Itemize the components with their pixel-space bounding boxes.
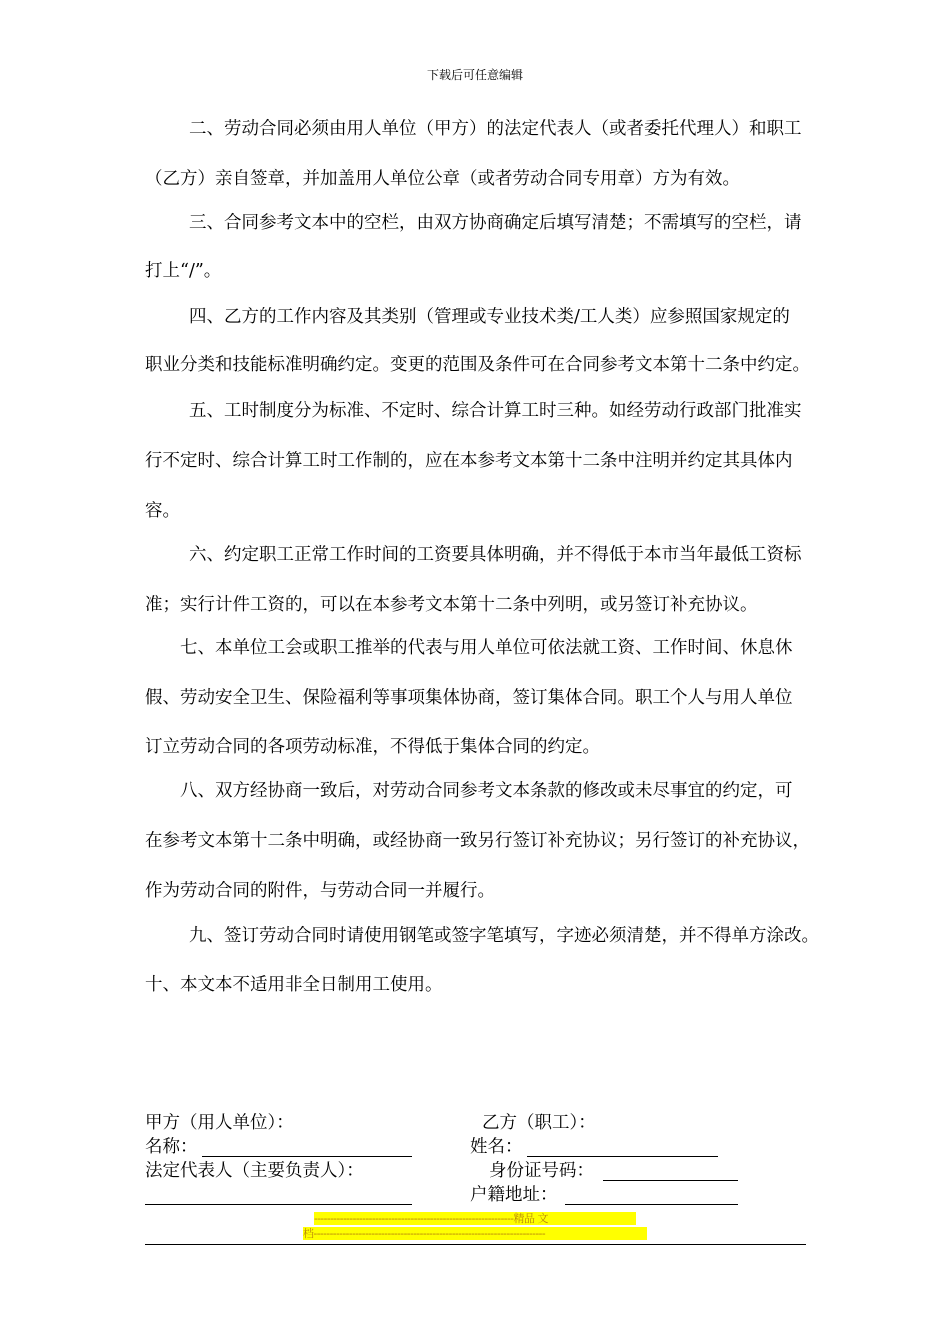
legal-rep-field-line[interactable] xyxy=(145,1204,412,1205)
paragraph-line: 八、双方经协商一致后，对劳动合同参考文本条款的修改或未尽事宜的约定，可 xyxy=(180,781,793,801)
party-a-label: 甲方（用人单位）： xyxy=(145,1113,294,1133)
id-number-label: 身份证号码： xyxy=(489,1161,594,1181)
paragraph-line: 五、工时制度分为标准、不定时、综合计算工时三种。如经劳动行政部门批准实 xyxy=(189,401,802,421)
address-field-line[interactable] xyxy=(565,1204,738,1205)
paragraph-line: 订立劳动合同的各项劳动标准，不得低于集体合同的约定。 xyxy=(145,737,600,757)
party-b-label: 乙方（职工）： xyxy=(482,1113,596,1133)
person-name-field-line[interactable] xyxy=(527,1156,718,1157)
paragraph-line: 假、劳动安全卫生、保险福利等事项集体协商，签订集体合同。职工个人与用人单位 xyxy=(145,688,793,708)
page-header: 下载后可任意编辑 xyxy=(426,68,523,82)
paragraph-line: 七、本单位工会或职工推举的代表与用人单位可依法就工资、工作时间、休息休 xyxy=(180,638,793,658)
watermark-line-1: --------------------------------------------------------------精品 文 xyxy=(314,1212,636,1225)
address-label: 户籍地址： xyxy=(470,1185,558,1205)
paragraph-line: 九、签订劳动合同时请使用钢笔或签字笔填写，字迹必须清楚，并不得单方涂改。 xyxy=(189,926,819,946)
paragraph-line: 在参考文本第十二条中明确，或经协商一致另行签订补充协议；另行签订的补充协议， xyxy=(145,831,810,851)
footer-divider xyxy=(145,1244,806,1245)
paragraph-line: 四、乙方的工作内容及其类别（管理或专业技术类/工人类）应参照国家规定的 xyxy=(189,307,790,327)
watermark-line-2: 档------------------------------------------------------------------------ xyxy=(303,1227,647,1240)
paragraph-line: （乙方）亲自签章，并加盖用人单位公章（或者劳动合同专用章）方为有效。 xyxy=(145,169,740,189)
legal-rep-label: 法定代表人（主要负责人）： xyxy=(145,1161,364,1181)
name-label: 名称： xyxy=(145,1137,198,1157)
paragraph-line: 准；实行计件工资的，可以在本参考文本第十二条中列明，或另签订补充协议。 xyxy=(145,595,758,615)
person-name-label: 姓名： xyxy=(470,1137,523,1157)
paragraph-line: 十、本文本不适用非全日制用工使用。 xyxy=(145,975,443,995)
paragraph-line: 行不定时、综合计算工时工作制的，应在本参考文本第十二条中注明并约定其具体内 xyxy=(145,451,793,471)
id-number-field-line[interactable] xyxy=(603,1180,738,1181)
paragraph-line: 二、劳动合同必须由用人单位（甲方）的法定代表人（或者委托代理人）和职工 xyxy=(189,119,802,139)
paragraph-line: 容。 xyxy=(145,501,180,521)
paragraph-line: 三、合同参考文本中的空栏，由双方协商确定后填写清楚；不需填写的空栏，请 xyxy=(189,213,802,233)
paragraph-line: 作为劳动合同的附件，与劳动合同一并履行。 xyxy=(145,881,495,901)
paragraph-line: 职业分类和技能标准明确约定。变更的范围及条件可在合同参考文本第十二条中约定。 xyxy=(145,355,810,375)
paragraph-line: 六、约定职工正常工作时间的工资要具体明确，并不得低于本市当年最低工资标 xyxy=(189,545,802,565)
name-field-line[interactable] xyxy=(202,1156,412,1157)
paragraph-line: 打上“/”。 xyxy=(145,261,222,281)
